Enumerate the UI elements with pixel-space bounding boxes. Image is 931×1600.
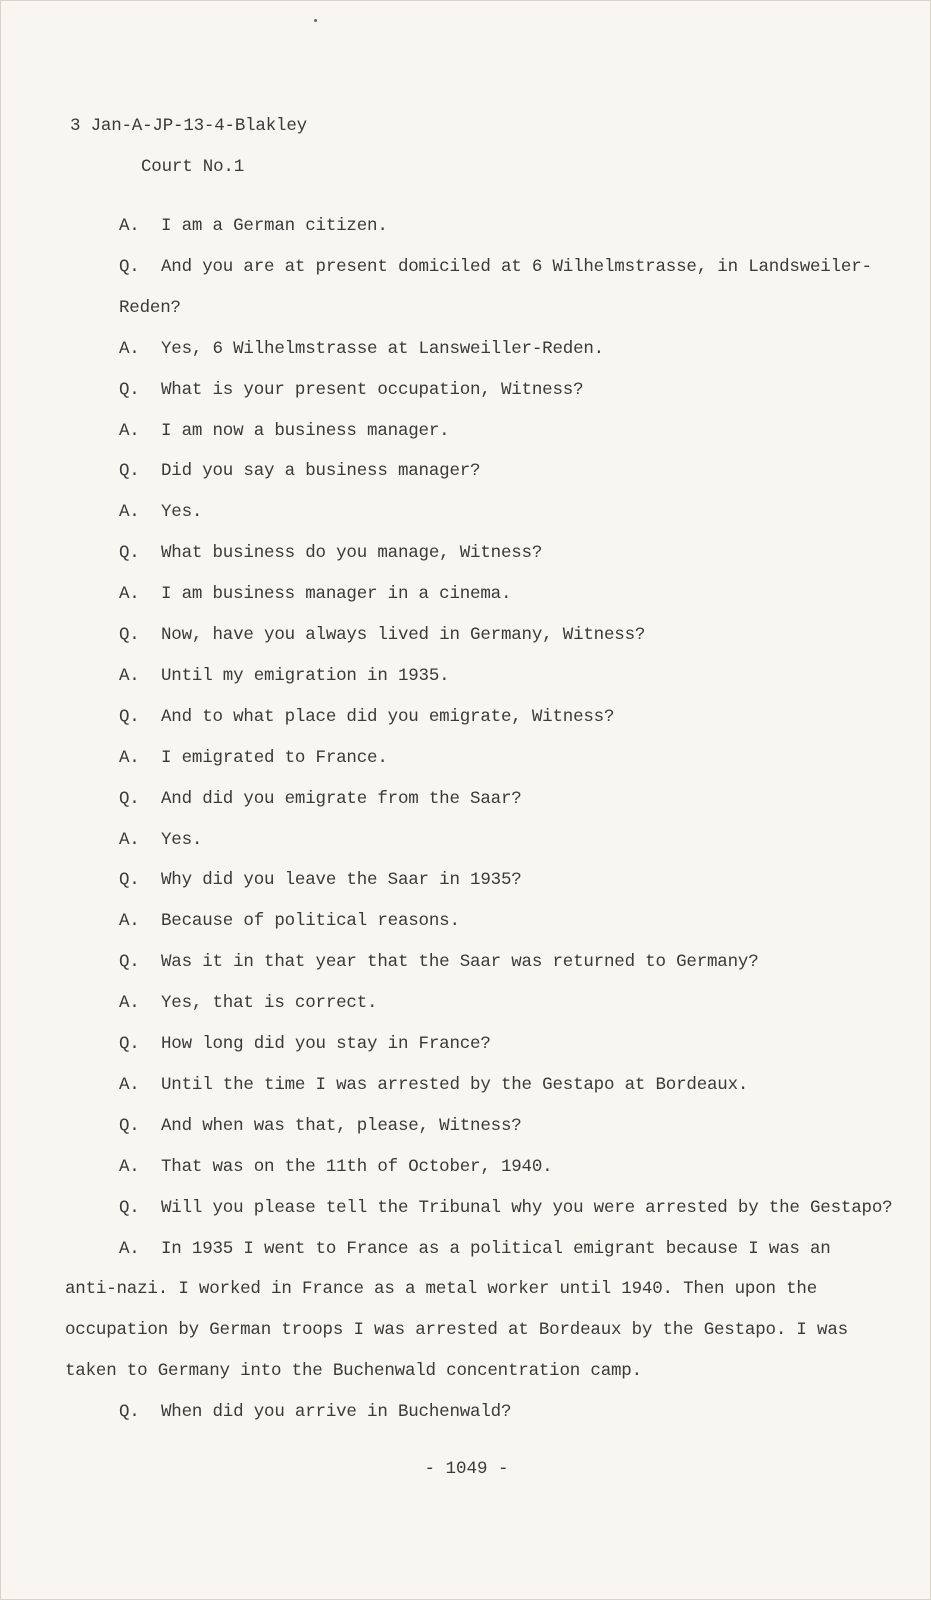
continuation-line: anti-nazi. I worked in France as a metal worker until 1940. Then upon the bbox=[65, 1279, 818, 1300]
question-line bbox=[119, 460, 480, 482]
speaker-label: A. bbox=[119, 1074, 140, 1095]
question-line bbox=[119, 1115, 522, 1137]
speaker-label: A. bbox=[119, 1156, 140, 1177]
question-line bbox=[119, 951, 759, 973]
question-line bbox=[119, 624, 645, 646]
speaker-label: Q. bbox=[119, 256, 140, 277]
line-text: Yes, 6 Wilhelmstrasse at Lansweiller-Reden. bbox=[161, 338, 604, 359]
line-text: In 1935 I went to France as a political emigrant because I was an bbox=[161, 1238, 831, 1259]
speaker-label: A. bbox=[119, 216, 140, 236]
answer-line bbox=[119, 992, 377, 1014]
line-text: And you are at present domiciled at 6 Wilhelmstrasse, in Landsweiler- bbox=[161, 256, 872, 277]
document-reference: 3 Jan-A-JP-13-4-Blakley bbox=[70, 116, 307, 136]
speaker-label: Q. bbox=[119, 379, 140, 400]
line-text: Until my emigration in 1935. bbox=[161, 665, 450, 686]
speaker-label: Q. bbox=[119, 625, 140, 645]
line-text: I am business manager in a cinema. bbox=[161, 584, 512, 605]
line-text: Will you please tell the Tribunal why you were arrested by the Gestapo? bbox=[161, 1197, 893, 1218]
line-text: And did you emigrate from the Saar? bbox=[161, 788, 522, 809]
question-line bbox=[119, 869, 522, 891]
answer-line bbox=[119, 1238, 831, 1260]
answer-line bbox=[119, 747, 388, 769]
answer-line bbox=[119, 583, 511, 605]
line-text: Was it in that year that the Saar was returned to Germany? bbox=[161, 952, 759, 973]
line-text: What is your present occupation, Witness? bbox=[161, 379, 584, 400]
speaker-label: A. bbox=[119, 584, 140, 605]
line-text: I emigrated to France. bbox=[161, 747, 388, 768]
line-text: What business do you manage, Witness? bbox=[161, 543, 543, 564]
speaker-label: Q. bbox=[119, 1402, 140, 1423]
line-text: Yes. bbox=[161, 829, 203, 850]
speaker-label: Q. bbox=[119, 461, 140, 482]
line-text: How long did you stay in France? bbox=[161, 1034, 491, 1054]
line-text: When did you arrive in Buchenwald? bbox=[161, 1402, 512, 1423]
court-number: Court No.1 bbox=[141, 157, 245, 177]
line-text: Yes, that is correct. bbox=[161, 993, 378, 1014]
speaker-label: A. bbox=[119, 911, 140, 932]
line-text: Until the time I was arrested by the Gestapo at Bordeaux. bbox=[161, 1074, 749, 1095]
speaker-label: Q. bbox=[119, 1115, 140, 1136]
question-line bbox=[119, 1401, 511, 1423]
speaker-label: A. bbox=[119, 665, 140, 686]
question-line bbox=[119, 706, 614, 728]
speaker-label: Q. bbox=[119, 788, 140, 809]
speaker-label: A. bbox=[119, 420, 140, 441]
question-line bbox=[119, 788, 522, 810]
line-text: Why did you leave the Saar in 1935? bbox=[161, 870, 522, 891]
speaker-label: A. bbox=[119, 502, 140, 523]
speaker-label: Q. bbox=[119, 543, 140, 564]
line-text: Now, have you always lived in Germany, Witness? bbox=[161, 625, 646, 645]
answer-line bbox=[119, 1156, 552, 1178]
answer-line bbox=[119, 665, 449, 687]
answer-line bbox=[119, 215, 388, 237]
speaker-label: Q. bbox=[119, 706, 140, 727]
speaker-label: A. bbox=[119, 747, 140, 768]
speaker-label: Q. bbox=[119, 952, 140, 973]
line-text: And when was that, please, Witness? bbox=[161, 1115, 522, 1136]
answer-line bbox=[119, 829, 202, 851]
speaker-label: Q. bbox=[119, 1034, 140, 1054]
line-text: I am now a business manager. bbox=[161, 420, 450, 441]
question-line bbox=[119, 1197, 892, 1219]
speaker-label: Q. bbox=[119, 870, 140, 891]
question-line bbox=[119, 542, 542, 564]
speaker-label: A. bbox=[119, 993, 140, 1014]
line-text: Yes. bbox=[161, 502, 203, 523]
answer-line bbox=[119, 1074, 748, 1096]
question-line bbox=[119, 1033, 491, 1055]
continuation-line: taken to Germany into the Buchenwald concentration camp. bbox=[65, 1361, 642, 1382]
question-line bbox=[119, 256, 872, 278]
speaker-label: A. bbox=[119, 829, 140, 850]
page-number: - 1049 - bbox=[424, 1459, 509, 1479]
question-line bbox=[119, 379, 583, 401]
line-text: And to what place did you emigrate, Witness? bbox=[161, 706, 615, 727]
answer-line bbox=[119, 501, 202, 523]
line-text: Reden? bbox=[119, 297, 181, 318]
paper-speck bbox=[314, 19, 317, 22]
answer-line bbox=[119, 338, 604, 360]
answer-line bbox=[119, 420, 449, 442]
continuation-line bbox=[119, 297, 181, 319]
answer-line bbox=[119, 910, 460, 932]
continuation-line: occupation by German troops I was arrested at Bordeaux by the Gestapo. I was bbox=[65, 1320, 848, 1341]
line-text: Did you say a business manager? bbox=[161, 461, 481, 482]
speaker-label: A. bbox=[119, 338, 140, 359]
speaker-label: Q. bbox=[119, 1197, 140, 1218]
line-text: That was on the 11th of October, 1940. bbox=[161, 1156, 553, 1177]
line-text: Because of political reasons. bbox=[161, 911, 460, 932]
line-text: I am a German citizen. bbox=[161, 216, 388, 236]
speaker-label: A. bbox=[119, 1238, 140, 1259]
